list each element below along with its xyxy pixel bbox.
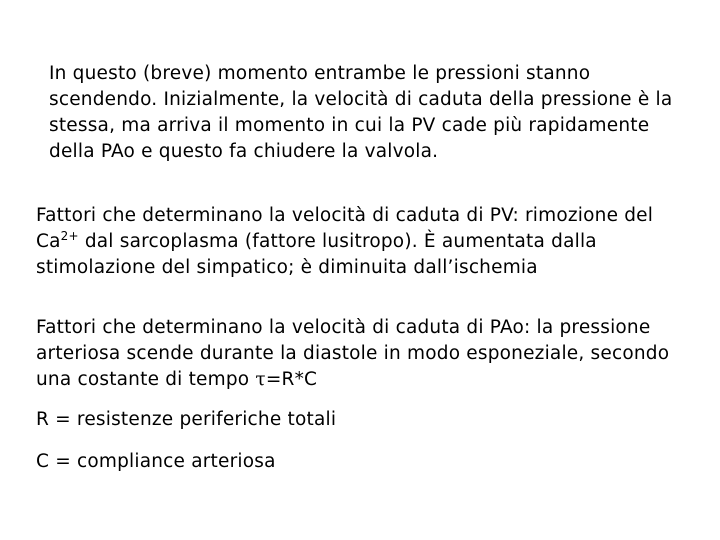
definition-compliance	[36, 449, 686, 475]
calcium-charge-superscript: 2+	[60, 229, 79, 243]
definition-resistance	[36, 407, 686, 433]
paragraph-pv-fall-factors	[36, 203, 686, 281]
paragraph-valve-closing-text: In questo (breve) momento entrambe le pressioni stanno scendendo. Inizialmente, la velocità di caduta della pressione è la stessa, ma arriva il momento in cui la PV cade più rapidamente della PAo e questo fa chiudere la valvola.	[49, 63, 673, 162]
pv-factors-text-start: Fattori che determinano la velocità di caduta di PV: rimozione del Ca	[36, 205, 654, 252]
tau-symbol: τ	[255, 369, 266, 390]
paragraph-pao-fall-factors	[36, 315, 686, 393]
pao-factors-text: Fattori che determinano la velocità di caduta di PAo: la pressione arteriosa scende durante la diastole in modo esponeziale, secondo una costante di tempo	[36, 317, 670, 390]
definition-resistance-text: R = resistenze periferiche totali	[36, 409, 337, 430]
paragraph-valve-closing	[49, 61, 689, 165]
definition-compliance-text: C = compliance arteriosa	[36, 451, 276, 472]
pv-factors-text-end: dal sarcoplasma (fattore lusitropo). È aumentata dalla stimolazione del simpatico; è diminuita dall’ischemia	[36, 231, 597, 278]
time-constant-formula: =R*C	[265, 369, 318, 390]
